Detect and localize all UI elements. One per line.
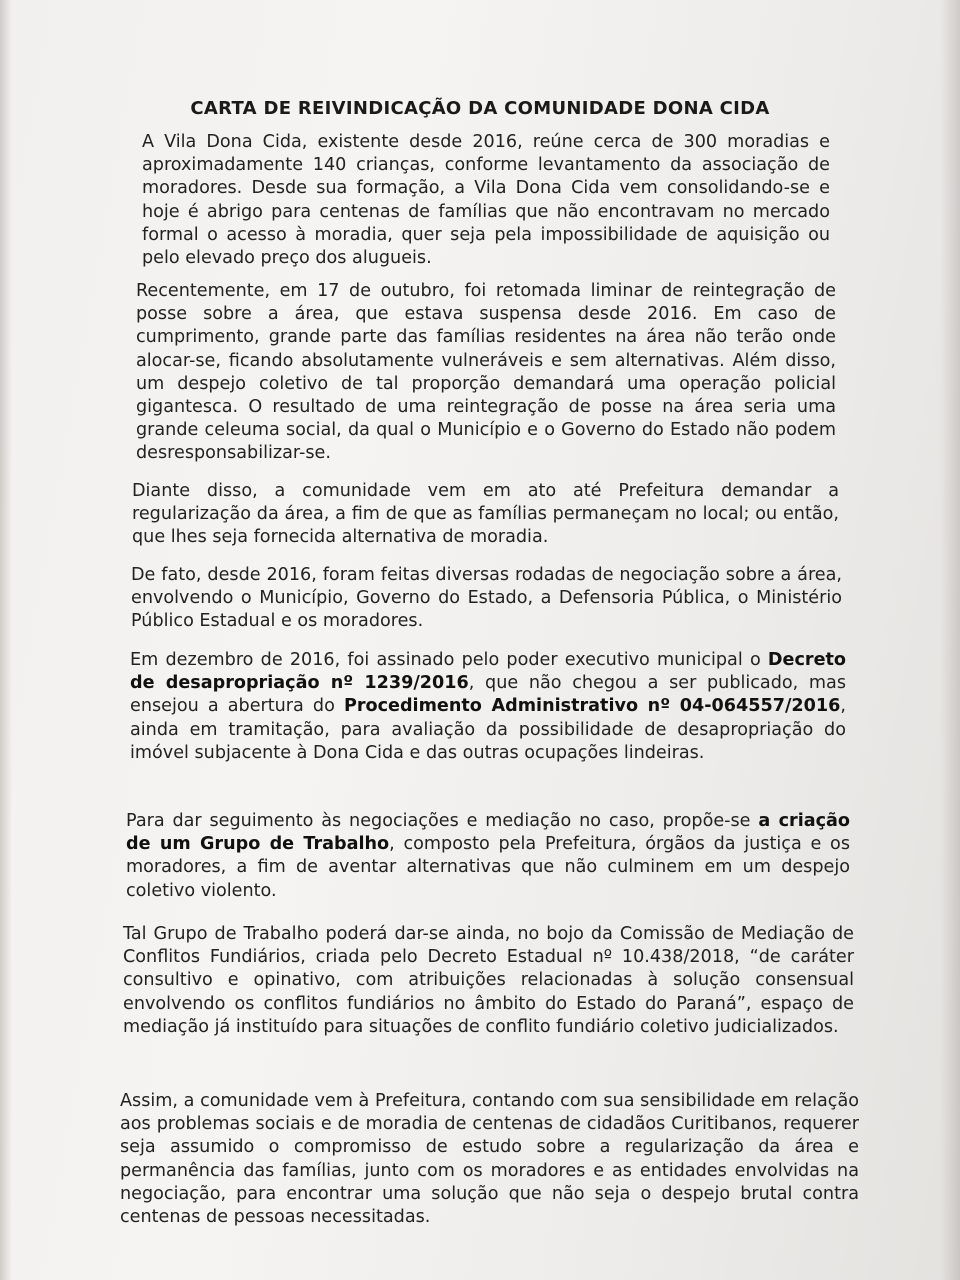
paragraph-5-text-c: , que não chegou a ser publicado, mas ensejou a abertura do <box>130 673 846 717</box>
paragraph-1: A Vila Dona Cida, existente desde 2016, reúne cerca de 300 moradias e aproximadamente 140 crianças, conforme levantamento da associação de moradores. Desde sua formação, a Vila Dona Cida vem consolidando-se e hoje é abrigo para centenas de famílias que não encontravam no mercado formal o acesso à moradia, quer seja pela impossibilidade de aquisição ou pelo elevado preço dos alugueis. <box>142 132 830 269</box>
administrative-procedure-reference: Procedimento Administrativo nº 04-064557/2016 <box>343 696 841 717</box>
paragraph-5-text-e: , ainda em tramitação, para avaliação da possibilidade de desapropriação do imóvel subjacente à Dona Cida e das outras ocupações lindeiras. <box>130 696 846 763</box>
paragraph-5-text-a: Em dezembro de 2016, foi assinado pelo poder executivo municipal o <box>130 650 768 670</box>
paragraph-5 <box>130 649 846 765</box>
paragraph-6-text-a: Para dar seguimento às negociações e mediação no caso, propõe-se <box>126 811 759 831</box>
page-edge-shadow <box>0 0 12 1280</box>
working-group-proposal: a criação de um Grupo de Trabalho <box>126 811 850 855</box>
paragraph-4: De fato, desde 2016, foram feitas diversas rodadas de negociação sobre a área, envolvendo o Município, Governo do Estado, a Defensoria Pública, o Ministério Público Estadual e os moradores. <box>131 565 842 632</box>
paragraph-2: Recentemente, em 17 de outubro, foi retomada liminar de reintegração de posse sobre a área, que estava suspensa desde 2016. Em caso de cumprimento, grande parte das famílias residentes na área não terão onde alocar-se, ficando absolutamente vulneráveis e sem alternativas. Além disso, um despejo coletivo de tal proporção demandará uma operação policial gigantesca. O resultado de uma reintegração de posse na área seria uma grande celeuma social, da qual o Município e o Governo do Estado não podem desresponsabilizar-se. <box>136 281 836 464</box>
paragraph-6 <box>126 810 850 903</box>
decree-reference: Decreto de desapropriação nº 1239/2016 <box>130 650 846 694</box>
paragraph-6-text-c: , composto pela Prefeitura, órgãos da justiça e os moradores, a fim de aventar alternativas que não culminem em um despejo coletivo violento. <box>126 834 850 901</box>
page-right-shadow <box>940 0 960 1280</box>
paragraph-7: Tal Grupo de Trabalho poderá dar-se ainda, no bojo da Comissão de Mediação de Conflitos Fundiários, criada pelo Decreto Estadual nº 10.438/2018, “de caráter consultivo e opinativo, com atribuições relacionadas à solução consensual envolvendo os conflitos fundiários no âmbito do Estado do Paraná”, espaço de mediação já instituído para situações de conflito fundiário coletivo judicializados. <box>123 924 854 1037</box>
document-title: CARTA DE REIVINDICAÇÃO DA COMUNIDADE DONA CIDA <box>190 98 770 119</box>
paragraph-8: Assim, a comunidade vem à Prefeitura, contando com sua sensibilidade em relação aos problemas sociais e de moradia de centenas de cidadãos Curitibanos, requerer seja assumido o compromisso de estudo sobre a regularização da área e permanência das famílias, junto com os moradores e as entidades envolvidas na negociação, para encontrar uma solução que não seja o despejo brutal contra centenas de pessoas necessitadas. <box>120 1091 859 1228</box>
paragraph-3: Diante disso, a comunidade vem em ato até Prefeitura demandar a regularização da área, a fim de que as famílias permaneçam no local; ou então, que lhes seja fornecida alternativa de moradia. <box>132 481 839 548</box>
